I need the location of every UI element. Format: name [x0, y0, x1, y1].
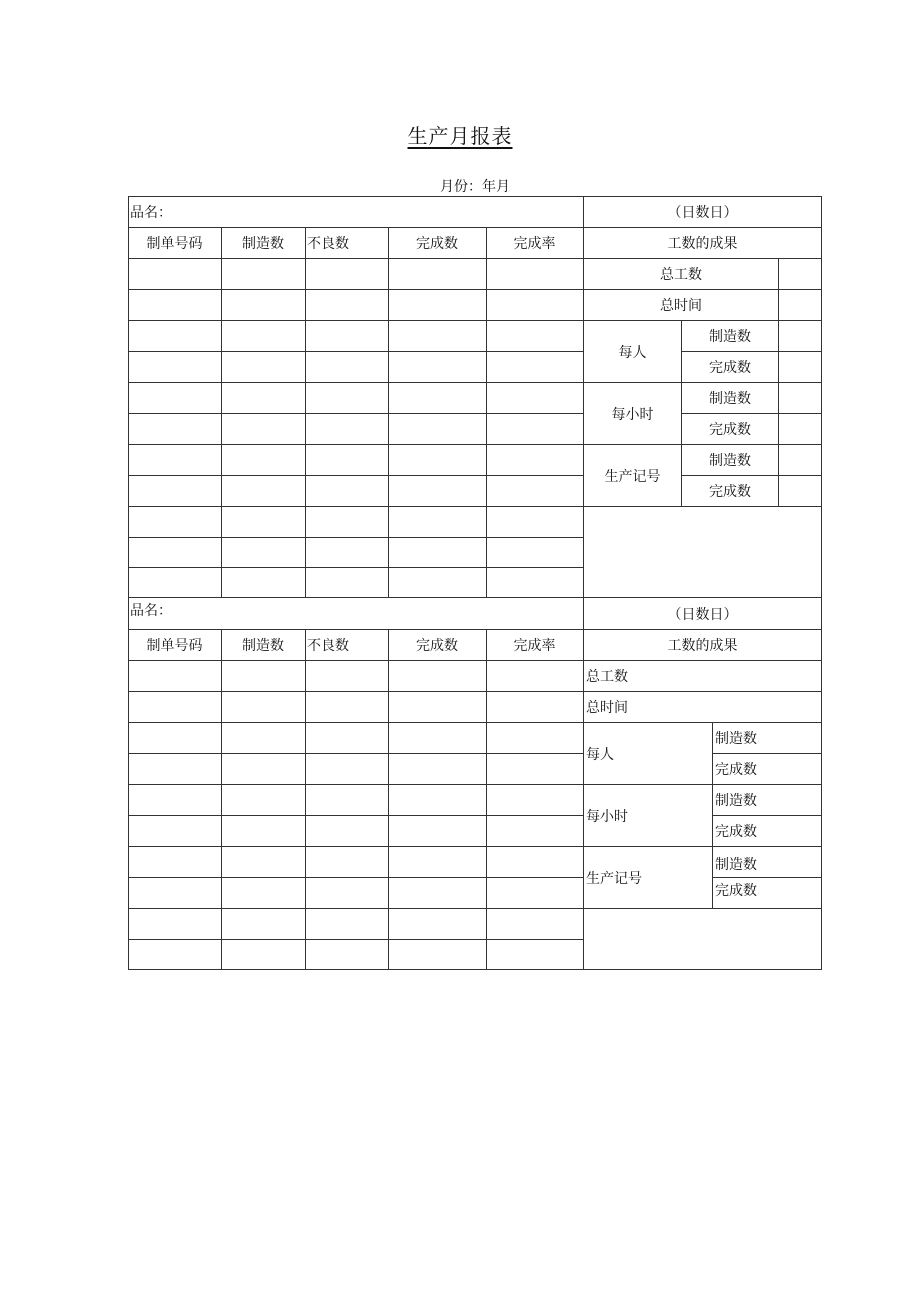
- table-gridline: [128, 475, 584, 476]
- column-header-defective: 不良数: [307, 236, 349, 252]
- days-label: （日数日）: [667, 606, 738, 623]
- table-gridline: [128, 784, 584, 785]
- per-hour-label: 每小时: [611, 406, 654, 423]
- table-gridline: [486, 629, 487, 970]
- table-gridline: [778, 258, 779, 506]
- month-line: 月份：年月: [440, 179, 510, 195]
- table-gridline: [128, 815, 584, 816]
- column-header-manufactured: 制造数: [242, 236, 284, 252]
- production-record-label: 生产记号: [604, 468, 661, 485]
- product-name-label: 品名：: [130, 603, 172, 619]
- per-person-manufactured-label: 制造数: [709, 329, 751, 345]
- column-header-order-no: 制单号码: [146, 638, 203, 654]
- per-hour-manufactured-label: 制造数: [715, 793, 757, 809]
- total-work-label: 总工数: [660, 267, 702, 283]
- per-hour-label: 每小时: [586, 808, 628, 825]
- table-gridline: [128, 939, 584, 940]
- table-gridline: [128, 753, 584, 754]
- table-gridline: [128, 537, 584, 538]
- table-gridline: [128, 382, 584, 383]
- table-gridline: [221, 629, 222, 970]
- production-record-manufactured-label: 制造数: [715, 857, 757, 873]
- production-record-label: 生产记号: [586, 870, 642, 887]
- column-header-completion-rate: 完成率: [513, 236, 556, 252]
- result-header: 工数的成果: [667, 638, 738, 654]
- per-person-completed-label: 完成数: [709, 360, 751, 376]
- production-record-completed-label: 完成数: [709, 484, 751, 500]
- production-record-completed-label: 完成数: [715, 883, 757, 899]
- table-gridline: [128, 969, 822, 970]
- total-time-label: 总时间: [660, 298, 702, 314]
- per-person-label: 每人: [618, 344, 647, 361]
- table-gridline: [388, 227, 389, 598]
- table-gridline: [128, 691, 584, 692]
- table-gridline: [128, 413, 584, 414]
- table-gridline: [486, 227, 487, 598]
- table-gridline: [583, 506, 822, 507]
- column-header-completion-rate: 完成率: [513, 638, 556, 654]
- per-hour-completed-label: 完成数: [715, 824, 757, 840]
- table-gridline: [128, 908, 584, 909]
- per-person-label: 每人: [586, 746, 614, 763]
- column-header-completed: 完成数: [416, 638, 458, 654]
- table-gridline: [305, 227, 306, 598]
- table-gridline: [128, 877, 584, 878]
- column-header-defective: 不良数: [307, 638, 349, 654]
- page-title: 生产月报表: [407, 124, 513, 148]
- table-gridline: [583, 908, 822, 909]
- column-header-completed: 完成数: [416, 236, 458, 252]
- report-section-2: [128, 598, 822, 970]
- days-label: （日数日）: [667, 205, 738, 221]
- table-gridline: [128, 846, 584, 847]
- per-hour-completed-label: 完成数: [709, 422, 751, 438]
- product-name-label: 品名：: [130, 205, 172, 221]
- table-gridline: [128, 722, 584, 723]
- table-gridline: [128, 351, 584, 352]
- table-gridline: [221, 227, 222, 598]
- per-person-manufactured-label: 制造数: [715, 731, 757, 747]
- result-header: 工数的成果: [667, 236, 738, 252]
- table-gridline: [305, 629, 306, 970]
- production-record-manufactured-label: 制造数: [709, 453, 751, 469]
- table-gridline: [128, 444, 584, 445]
- per-hour-manufactured-label: 制造数: [709, 391, 751, 407]
- table-gridline: [128, 567, 584, 568]
- total-time-label: 总时间: [586, 700, 628, 716]
- column-header-manufactured: 制造数: [242, 638, 284, 654]
- per-person-completed-label: 完成数: [715, 762, 757, 778]
- table-gridline: [388, 629, 389, 970]
- table-gridline: [128, 506, 584, 507]
- total-work-label: 总工数: [586, 669, 628, 685]
- report-section-1: [128, 196, 822, 598]
- table-gridline: [128, 320, 584, 321]
- column-header-order-no: 制单号码: [146, 236, 203, 252]
- report-form: [128, 196, 822, 970]
- table-gridline: [128, 289, 584, 290]
